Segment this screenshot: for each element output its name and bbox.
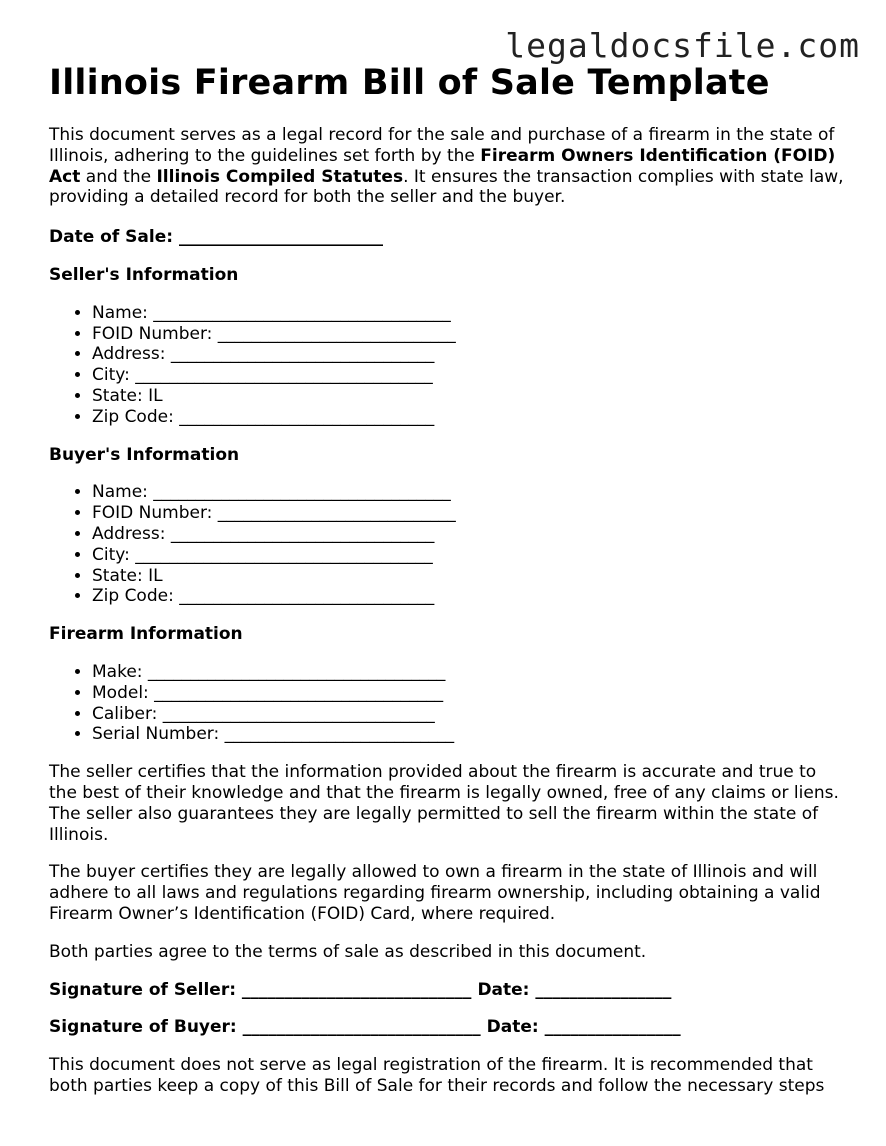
firearm-serial-field[interactable]: • Serial Number: ___________________________ (92, 724, 849, 745)
intro-text-1: This document serves as a legal record for the sale and purchase of a firearm in the state of Illinois, adhering to the guidelines set forth by the (49, 125, 835, 166)
buyer-signature-field[interactable]: Signature of Buyer: ____________________________ (49, 1017, 481, 1038)
seller-info-heading: Seller's Information (49, 264, 239, 285)
firearm-info-heading: Firearm Information (49, 624, 243, 645)
buyer-info-list (49, 482, 849, 607)
buyer-city-field[interactable]: • City: ___________________________________ (92, 545, 849, 566)
seller-certification-paragraph: The seller certifies that the information provided about the firearm is accurate and true to the best of their knowledge and that the firearm is legally owned, free of any claims or liens. The seller also guarantees they are legally permitted to sell the firearm within the state of Illinois. (49, 762, 839, 845)
intro-paragraph (49, 125, 849, 208)
closing-paragraph: This document does not serve as legal registration of the firearm. It is recommended that both parties keep a copy of this Bill of Sale for their records and follow the necessary steps (49, 1055, 825, 1096)
watermark: legaldocsfile.com (505, 26, 860, 65)
intro-bold-statutes: Illinois Compiled Statutes (156, 166, 404, 187)
seller-zip-field[interactable]: • Zip Code: ______________________________ (92, 407, 849, 428)
intro-text-3: . It ensures the transaction complies with state law, providing a detailed record for both the seller and the buyer. (49, 166, 844, 208)
firearm-info-list (49, 662, 849, 745)
agreement-paragraph: Both parties agree to the terms of sale as described in this document. (49, 941, 647, 962)
buyer-signature-line (49, 1017, 849, 1038)
seller-address-field[interactable]: • Address: _______________________________ (92, 344, 849, 365)
document-page (49, 60, 849, 1097)
firearm-make-field[interactable]: • Make: ___________________________________ (92, 662, 849, 683)
seller-foid-field[interactable]: • FOID Number: ____________________________ (92, 324, 849, 345)
seller-city-field[interactable]: • City: ___________________________________ (92, 365, 849, 386)
seller-state-value: • State: IL (92, 386, 849, 407)
firearm-model-field[interactable]: • Model: __________________________________ (92, 683, 849, 704)
firearm-caliber-field[interactable]: • Caliber: ________________________________ (92, 704, 849, 725)
seller-signature-field[interactable]: Signature of Seller: ___________________________ (49, 979, 472, 1000)
page-title: Illinois Firearm Bill of Sale Template (49, 63, 770, 103)
buyer-address-field[interactable]: • Address: _______________________________ (92, 524, 849, 545)
buyer-certification-paragraph: The buyer certifies they are legally allowed to own a firearm in the state of Illinois and will adhere to all laws and regulations regarding firearm ownership, including obtaining a valid Firearm Owner’s Identification (FOID) Card, where required. (49, 862, 821, 924)
intro-text-2: and the (80, 166, 157, 187)
buyer-date-field[interactable]: Date: ________________ (486, 1017, 681, 1038)
intro-bold-foid-act: Firearm Owners Identification (FOID) Act (49, 145, 836, 187)
buyer-zip-field[interactable]: • Zip Code: ______________________________ (92, 586, 849, 607)
seller-info-list (49, 303, 849, 428)
buyer-state-value: • State: IL (92, 566, 849, 587)
buyer-foid-field[interactable]: • FOID Number: ____________________________ (92, 503, 849, 524)
buyer-info-heading: Buyer's Information (49, 444, 240, 465)
seller-date-field[interactable]: Date: ________________ (477, 979, 672, 1000)
seller-name-field[interactable]: • Name: ___________________________________ (92, 303, 849, 324)
buyer-name-field[interactable]: • Name: ___________________________________ (92, 482, 849, 503)
seller-signature-line (49, 980, 849, 1001)
date-of-sale-field[interactable]: Date of Sale: ________________________ (49, 227, 383, 248)
